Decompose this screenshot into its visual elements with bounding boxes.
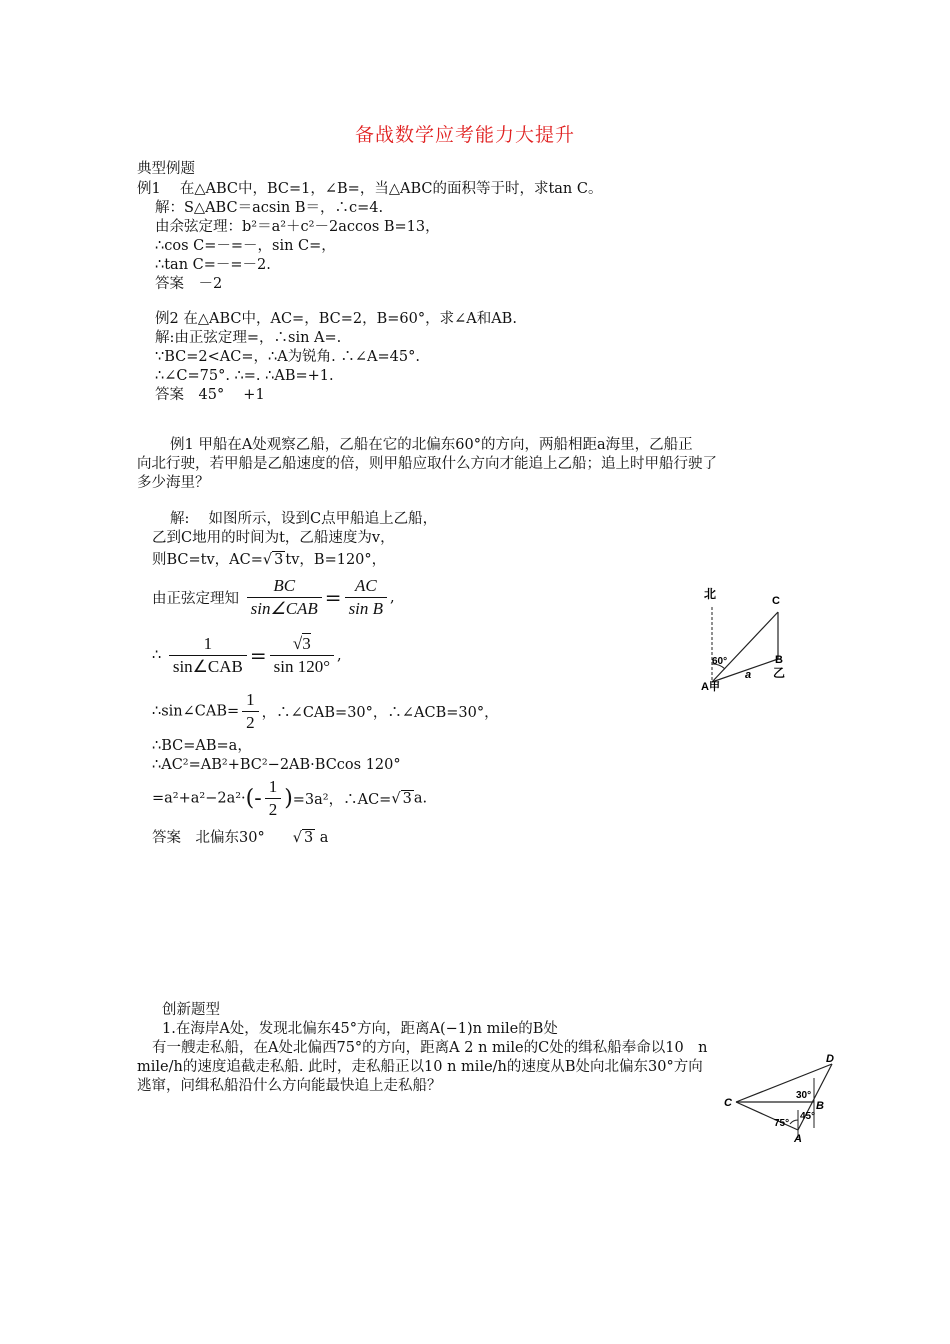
fraction-half: $\frac{1}{2}$ — [242, 690, 259, 733]
text: tv，B=120°， — [285, 552, 387, 568]
ex2-question: 例2 在△ABC中，AC=，BC=2，B=60°，求∠A和AB. — [155, 311, 517, 327]
ex3-step: ∴BC=AB=a， — [152, 738, 252, 754]
label-side-a: a — [745, 669, 752, 681]
fraction-1: $\frac{1}{\text{sin∠CAB}}$ — [169, 634, 247, 677]
ex1-step: 解：S△ABC＝acsin B＝，∴c=4. — [155, 200, 384, 216]
label-angle: 60° — [712, 656, 728, 667]
ex3-answer: 答案 北偏东30° √ 3 a — [152, 830, 329, 846]
ex2-step: 解:由正弦定理=，∴sin A=. — [155, 330, 342, 346]
ex2-step: ∵BC=2<AC=，∴A为锐角. ∴∠A=45°. — [155, 349, 420, 365]
ex1-step: 由余弦定理：b²＝a²＋c²－2accos B=13， — [155, 219, 440, 235]
fraction-ac: $\frac{AC}{\text{sin B}}$ — [345, 576, 387, 619]
label-d: D — [826, 1053, 834, 1065]
ex3-step: 解: 如图所示，设到C点甲船追上乙船， — [170, 511, 438, 527]
ex1-answer: 答案 －2 — [155, 276, 223, 292]
label-c: C — [724, 1097, 732, 1109]
q1-text: 1.在海岸A处，发现北偏东45°方向，距离A(−1)n mile的B处 — [162, 1021, 558, 1037]
label-c: C — [772, 595, 780, 607]
label-yi: 乙 — [773, 666, 786, 680]
sqrt-3: √ 3 — [262, 552, 284, 568]
ex3-step: =a²+a²−2a²·(- $\frac{1}{2}$ )=3a²，∴AC=√ 3 a. — [152, 777, 428, 819]
fraction-sqrt3: $\frac{√3}{\sin 120^\circ}$ — [270, 634, 334, 677]
label-45: 45° — [800, 1111, 816, 1122]
ex3-question: 多少海里？ — [137, 475, 210, 491]
label-30: 30° — [796, 1090, 812, 1101]
ex3-sine-rule: 由正弦定理知 $\frac{BC}{\text{sin∠CAB}}$ = $\frac{AC}{\text{sin B}}$ , — [152, 576, 395, 618]
section-heading: 创新题型 — [162, 1002, 220, 1018]
ex3-question: 向北行驶，若甲船是乙船速度的倍，则甲船应取什么方向才能追上乙船；追上时甲船行驶了 — [137, 456, 717, 472]
ex1-step: ∴tan C=－=－2. — [155, 257, 271, 273]
ex2-answer: 答案 45° +1 — [155, 387, 265, 403]
text: 则BC=tv，AC= — [152, 552, 263, 568]
ex3-step: ∴AC²=AB²+BC²−2AB·BCcos 120° — [152, 757, 401, 773]
label-b: B — [775, 654, 783, 666]
ex3-step: 乙到C地用的时间为t，乙船速度为v， — [152, 530, 395, 546]
label-a: A甲 — [701, 681, 720, 692]
line-cd — [736, 1064, 832, 1102]
ex3-step — [152, 551, 386, 569]
q1-text: mile/h的速度追截走私船. 此时，走私船正以10 n mile/h的速度从B处向北偏东30°方向 — [137, 1059, 703, 1075]
ship-diagram-2 — [720, 1048, 845, 1148]
label-75: 75° — [774, 1118, 790, 1129]
ex1-question: 例1 在△ABC中，BC=1，∠B=，当△ABC的面积等于时，求tan C。 — [137, 181, 603, 197]
ex3-ratio: ∴ $\frac{1}{\text{sin∠CAB}}$ = $\frac{√3}{\sin 120^\circ}$ , — [152, 634, 342, 676]
text: 由正弦定理知 — [152, 591, 239, 607]
label-b: B — [816, 1100, 824, 1112]
fraction-half: $\frac{1}{2}$ — [265, 777, 282, 820]
ex1-step: ∴cos C=－=－，sin C=， — [155, 238, 336, 254]
angle-arc — [790, 1120, 798, 1124]
ship-diagram-1 — [690, 582, 800, 692]
label-a: A — [794, 1133, 802, 1145]
ex2-step: ∴∠C=75°. ∴=. ∴AB=+1. — [155, 368, 334, 384]
sqrt-3: √ 3 — [292, 830, 314, 846]
q1-text: 有一艘走私船，在A处北偏西75°的方向，距离A 2 n mile的C处的缉私船奉命以10 n — [152, 1040, 708, 1056]
section-heading: 典型例题 — [137, 161, 195, 177]
label-north: 北 — [704, 587, 717, 601]
q1-text: 逃窜，问缉私船沿什么方向能最快追上走私船？ — [137, 1078, 442, 1094]
page-title: 备战数学应考能力大提升 — [355, 124, 576, 146]
fraction-bc: $\frac{BC}{\text{sin∠CAB}}$ — [247, 576, 322, 619]
ex3-step: ∴sin∠CAB= $\frac{1}{2}$ ，∴∠CAB=30°，∴∠ACB=30°， — [152, 690, 499, 732]
ex3-question: 例1 甲船在A处观察乙船，乙船在它的北偏东60°的方向，两船相距a海里，乙船正 — [170, 437, 693, 453]
sqrt-3: √ 3 — [391, 790, 412, 807]
